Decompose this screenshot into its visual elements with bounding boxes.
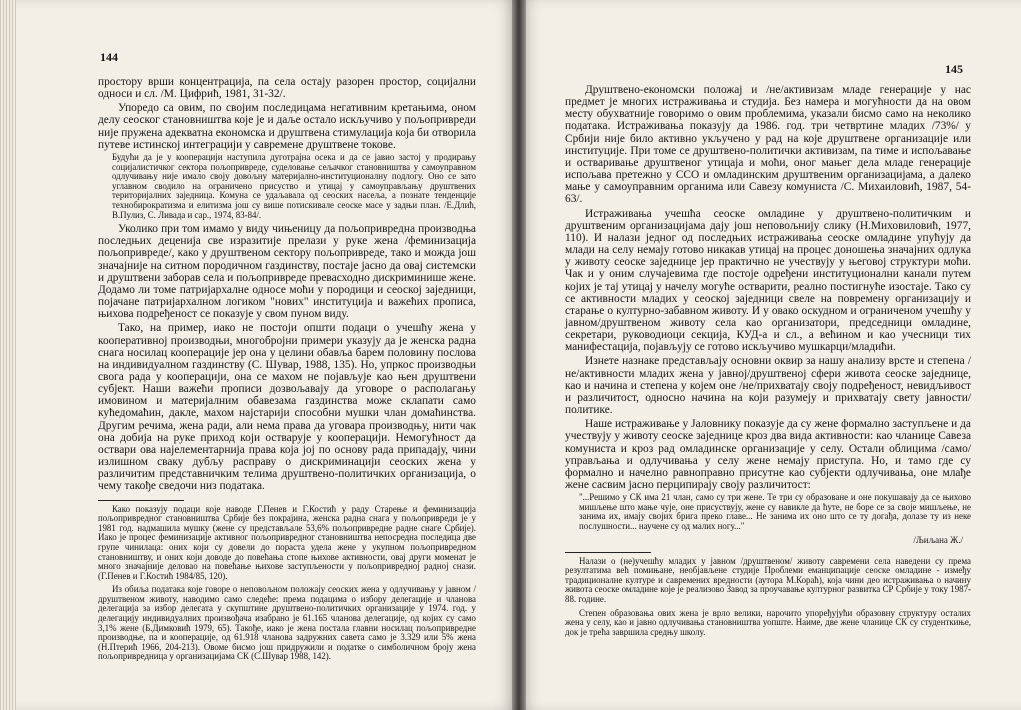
right-page	[518, 0, 1021, 710]
footnote: Из обиља података које говоре о неповољном положају сеоских жена у одлучивању у јавном /друштвеном животу, наводимо само следеће: према подацима о избору делегације и чланова делегација за избор делегата у скупштине друштвено-политичких организације у 1974. год. у делегацију индивидуалних произвођача изабрано је 61.165 чланова делегације, од којих су само 3,1% жене (Б.Димковић 1979, 65). Такође, иако је жена постала главни носилац пољопривредне производње, па и кооперације, од 61.918 чланова задружних савета само је 3.329 или 5% жена (Н.Птерић 1966, 204-213). Овоме бисмо још придружили и податке о симболичном броју жена пољопривредница у организацијама СК (С.Шувар 1988, 142).	[98, 584, 476, 662]
paragraph: Уколико при том имамо у виду чињеницу да пољопривредна производња последњих деценија све изразитије прелази у руке жена /феминизација пољопривреде/, како у друштвеном сектору пољопривреде, тако и можда још значајније на ситном породичном газдинству, постаје јасно да овај системски и друштвени заборав села и пољопривреде превасходно дискриминише жене. Додамо ли томе патријархалне односе моћи у породици и сеоској заједници, појачане патријархалном логиком "нових" институција и важећих прописа, њихова подређеност се показује у свом пуном виду.	[98, 223, 476, 321]
paragraph: Упоредо са овим, по својим последицама негативним кретањима, оном делу сеоског становништва које је и даље остало искључиво у пољопривреди није пружена адекватна економска и друштвена стимулација која би отворила путеве истинској интеграцији у савремене друштвене токове.	[98, 102, 476, 151]
footnote: Налази о (не)учешћу младих у јавном /друштвеном/ животу савремени села наведени су према резултатима већ помињане, необјављене студије Проблеми еманципације сеоске омладине - између традиционалне културе и савремених вредности (аутора М.Кораћ), која чини део истраживања о начину живота сеоске омладине које је реализово Завод за проучавање културног развитка СР Србије у току 1987-88. године.	[565, 555, 971, 604]
paragraph: Истраживања учешћа сеоске омладине у друштвено-политичким и друштвеним организацијама дају још неповољнију слику (Н.Миховиловић, 1977, 110). И налази једног од последњих истраживања сеоске омладине упућују да млади на селу немају готово никакав утицај на процес доношења значајних одлука у животу сеоске заједнице јер практично не учествују у његовој структури моћи. Чак и у оним случајевима где постоје одређени институционални канали путем којих је тај утицај у начелу могуће остварити, реално постигнуће изостаје. Тако су се активности младих у сеоској заједници свеле на повремену организацију и старање о културно-забавном животу. И у овако оскудном и ограниченом учешћу у јавном/друштвеном животу села као организатори, председници омладине, секретари, руководиоци секција, КУД-а и сл., а већином и као учесници тих манифестација, појављују се готово искључиво мушкарци/младићи.	[565, 207, 971, 354]
footnote-rule	[98, 500, 184, 501]
paragraph: Изнете назнаке представљају основни оквир за нашу анализу врсте и степена /не/активности младих жена у јавној/друштвеној сфери живота сеоске заједнице, као и начина и степена у којем оне /не/прихватају своју подређеност, невидљивост и различитост, односно начина на који разумеју и прихватају свету јавности/политике.	[565, 355, 971, 417]
book-spine	[512, 0, 526, 710]
block-quote: Будући да је у кооперацији наступила дуготрајна осека и да се јавио застој у продирању социјалистичког сектора пољопривреде, суделовање сељачког становништва у самоуправном одлучивању није имало своју довољну материјално-институционалну подлогу. Оно се зато углавном сводило на ограничено присуство и утицај у самоуправљању друштвених територијалних заједница. Комуна се удаљавала од сеоских насеља, а познате тенденције технобирократизма и елитизма још су више потискивале сеоске масе у задњи план. /Е.Длић, В.Пулиз, С. Ливада и сар., 1974, 83-84/.	[112, 151, 476, 220]
page-number-left: 144	[100, 50, 118, 64]
page-edges	[0, 0, 16, 710]
paragraph: Наше истраживање у Јаловнику показује да су жене формално заступљене и да учествују у животу сеоске заједнице кроз два вида активности: као чланице Савеза комуниста и кроз рад омладинске организације у селу. Остали облицима /само/управљања и одлучивања у селу жене немају приступа. Но, и тамо где су формално и начелно равноправно присутне као субјекти одлучивања, оне млађе жене сасвим јасно перципирају своју различитост:	[565, 418, 971, 491]
interview-quote: "...Решимо у СК има 21 члан, само су три жене. Те три су образоване и оне покушавају да се њихово мишљење што мање чује, оне присуствују, жене су навикле да ћуте, не боре се за своје мишљење, не занима их, имају својих брига преко главе... Не занима их оно што се ту догађа, долазе ту из неке послушности... научене су од малих ногу..."	[579, 492, 971, 531]
quote-signature: /Љиљана Ж./	[913, 534, 963, 545]
page-number-right: 145	[945, 62, 963, 76]
paragraph: Тако, на пример, иако не постоји општи подаци о учешћу жена у кооперативној производњи, многобројни примери указују да је женска радна снага носилац кооперације јер она у целини обавља барем половину послова на индивидуалном газдинству (С. Шувар, 1988, 135). Но, упркос производњи свога рада у кооперацији, она се махом не појављује као њен друштвени субјект. Наши важећи прописи дозвољавају да уговоре о располагању имовином и материјалним обавезама газдинства може склапати само кућедомаћин, дакле, махом најстарији способни мушки члан домаћинства. Другим речима, жена ради, али нема права да уговара производњу, нити чак она добија на руке приход који остварује у кооперацији. Немогућност да оствари ова најелементарнија права која јој по основу рада припадају, чини излишном сваку дубљу расправу о дискриминацији сеоских жена у различитим представничким телима друштвено-политичких организација, о чему такође сведочи низ података.	[98, 322, 476, 493]
footnote-rule	[565, 552, 651, 553]
opening-text: простору врши концентрација, па села остају разорен простор, социјални односи и сл. /М. Цифрић, 1981, 31-32/.	[98, 76, 476, 101]
footnote: Како показују подаци које наводе Г.Пенев и Г.Костић у раду Старење и феминизација пољопривредног становништва Србије без покрајина, женска радна снага у пољопривреди је у 1981 год. надмашила мушку (жене су представљале 53,6% пољопривредне радне снаге Србије). Иако је процес феминизације активног пољопривредног становништва непосредна последица две групе чинилаца: оних који су довели до пораста удела жене у укупном пољопривредном становништву, и оних који доводе до повећања стопе њихове активности, овај други моменат је много значајније деловао на повећање њихове заступљености у пољопривредној радној снази. (Г.Пенев и Г.Костић 1984/85, 120).	[98, 503, 476, 581]
footnote: Степен образовања ових жена је врло велики, нарочито упоређујући образовну структуру осталих жена у селу, као и јавно одлучивања становништва уопште. Наиме, две жене чланице СК су студенткиње, док је трећа завршила средњу школу.	[565, 607, 971, 637]
left-text-column	[98, 76, 476, 666]
paragraph: Друштвено-економски положај и /не/активизам младе генерације у нас предмет је многих истраживања и студија. Без намера и могућности да на овом месту обухватније говоримо о овим проблемима, указали бисмо само на неколико података. Истраживања показују да 1986. год. три четвртине младих /73%/ у Србији није било активно укључено у рад на које друштвене организације или институције. При томе се друштвено-политички активизам, па тиме и испољавање и остваривање друштвеног утицаја и моћи, оног мањег дела младе генерације испољава претежно у ССО и омладинским друштвеним организацијама, а далеко мање у самоуправним органима или Савезу комуниста /С. Михаиловић, 1987, 54-63/.	[565, 84, 971, 206]
right-text-column	[565, 84, 971, 641]
